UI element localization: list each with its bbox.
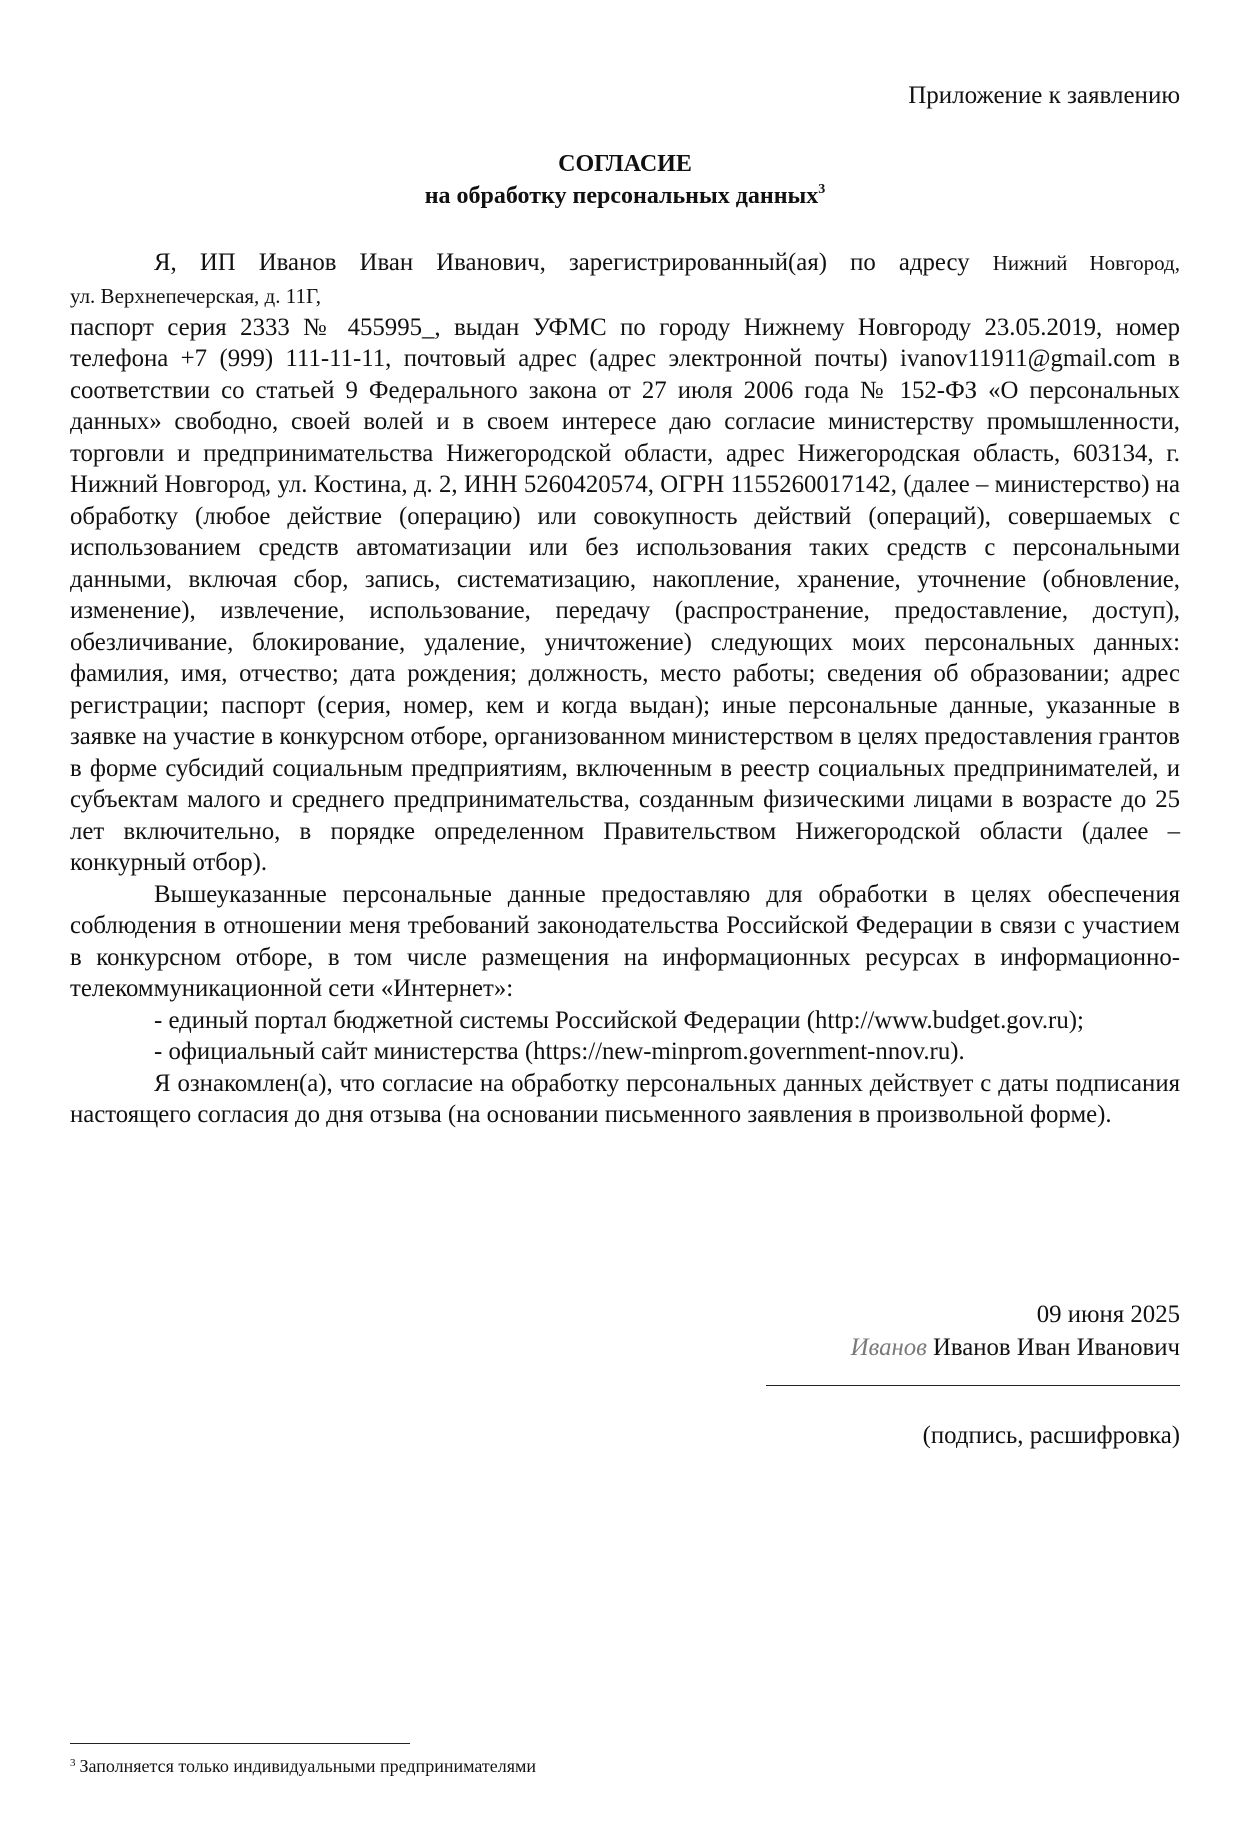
signature-underline [766,1385,1180,1386]
signature-block [580,1298,1180,1364]
signer-full-name: Иванов Иван Иванович [932,1334,1180,1361]
paragraph-validity: Я ознакомлен(а), что согласие на обработку персональных данных действует с даты подписания настоящего согласия до дня отзыва (на основании письменного заявления в произвольной форме). [70,1069,1180,1128]
footnote-divider [70,1743,410,1744]
signature-caption: (подпись, расшифровка) [922,1422,1180,1449]
footnote-text: Заполняется только индивидуальными предпринимателями [79,1756,537,1776]
list-item-budget-portal: - единый портал бюджетной системы Российской Федерации (http://www.budget.gov.ru); [154,1006,1084,1034]
intro-text: Я, ИП Иванов Иван Иванович, зарегистрированный(ая) по адресу [154,249,993,276]
address-part2: ул. Верхнепечерская, д. 11Г, [70,283,321,308]
annex-label: Приложение к заявлению [908,82,1180,109]
paragraph-consent: паспорт серия 2333 № 455995_, выдан УФМС по городу Нижнему Новгороду 23.05.2019, номер телефона +7 (999) 111-11-11, почтовый адрес (адрес электронной почты) ivanov11911@gmail.com в соответствии со статьей 9 Федерального закона от 27 июля 2006 года № 152-ФЗ «О персональных данных» свободно, своей волей и в своем интересе даю согласие министерству промышленности, торговли и предпринимательства Нижегородской области, адрес Нижегородская область, 603134, г. Нижний Новгород, ул. Костина, д. 2, ИНН 5260420574, ОГРН 1155260017142, (далее – министерство) на обработку (любое действие (операцию) или совокупность действий (операций), совершаемых с использованием средств автоматизации или без использования таких средств с персональными данными, включая сбор, запись, систематизацию, накопление, хранение, уточнение (обновление, изменение), извлечение, использование, передачу (распространение, предоставление, доступ), обезличивание, блокирование, удаление, уничтожение) следующих моих персональных данных: фамилия, имя, отчество; дата рождения; должность, место работы; сведения об образовании; адрес регистрации; паспорт (серия, номер, кем и когда выдан); иные персональные данные, указанные в заявке на участие в конкурсном отборе, организованном министерством в целях предоставления грантов в форме субсидий социальным предприятиям, включенным в реестр социальных предпринимателей, и субъектам малого и среднего предпринимательства, созданным физическими лицами в возрасте до 25 лет включительно, в порядке определенном Правительством Нижегородской области (далее – конкурный отбор). [70,313,1180,876]
footnote-number: 3 [70,1757,76,1769]
list-item-ministry-site: - официальный сайт министерства (https://new-minprom.government-nnov.ru). [154,1038,965,1065]
footnote [70,1756,536,1777]
consent-body [70,247,1180,1131]
paragraph-purpose: Вышеуказанные персональные данные предоставляю для обработки в целях обеспечения соблюдения в отношении меня требований законодательства Российской Федерации в связи с участием в конкурсном отборе, в том числе размещения на информационных ресурсах в информационно-телекоммуникационной сети «Интернет»: [70,880,1180,1002]
document-title [70,148,1180,212]
title-footnote-ref: 3 [818,182,826,197]
title-sub-text: на обработку персональных данных [424,183,819,209]
paragraph-intro-line [70,247,1180,280]
handwritten-signature: Иванов [850,1334,927,1361]
signature-date: 09 июня 2025 [1036,1301,1180,1328]
address-part1: Нижний Новгород, [992,251,1180,275]
title-main: СОГЛАСИЕ [558,151,692,177]
title-subtitle [70,180,1180,212]
signature-name-line [580,1331,1180,1364]
